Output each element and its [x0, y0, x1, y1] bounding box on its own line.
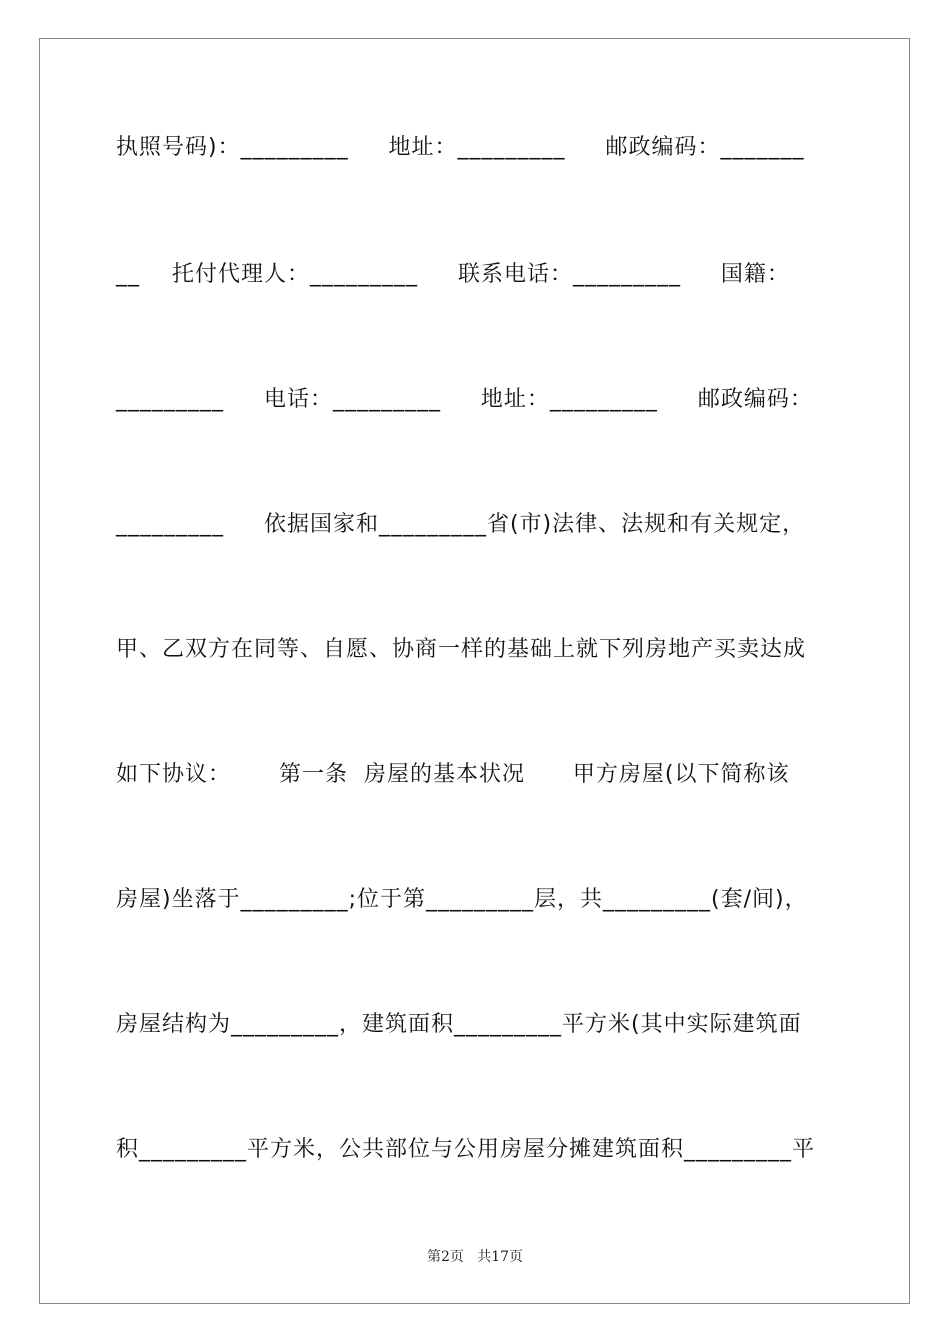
text-line: 积_________平方米，公共部位与公用房屋分摊建筑面积_________平	[116, 1137, 816, 1162]
text-line: 如下协议： 第一条 房屋的基本状况 甲方房屋(以下简称该	[116, 762, 790, 787]
page-frame	[39, 38, 910, 1304]
page-number-footer: 第2页 共17页	[426, 1249, 524, 1265]
text-line: 执照号码)：_________ 地址：_________ 邮政编码：_______	[116, 135, 805, 160]
text-line: _________ 电话：_________ 地址：_________ 邮政编码：	[116, 387, 813, 412]
text-line: __ 托付代理人：_________ 联系电话：_________ 国籍：	[116, 262, 790, 287]
text-line: 甲、乙双方在同等、自愿、协商一样的基础上就下列房地产买卖达成	[116, 637, 807, 662]
text-line: 房屋结构为_________，建筑面积_________平方米(其中实际建筑面	[116, 1012, 802, 1037]
text-line: _________ 依据国家和_________省(市)法律、法规和有关规定，	[116, 512, 806, 537]
text-line: 房屋)坐落于_________;位于第_________层，共_________(套/间)，	[116, 887, 808, 912]
